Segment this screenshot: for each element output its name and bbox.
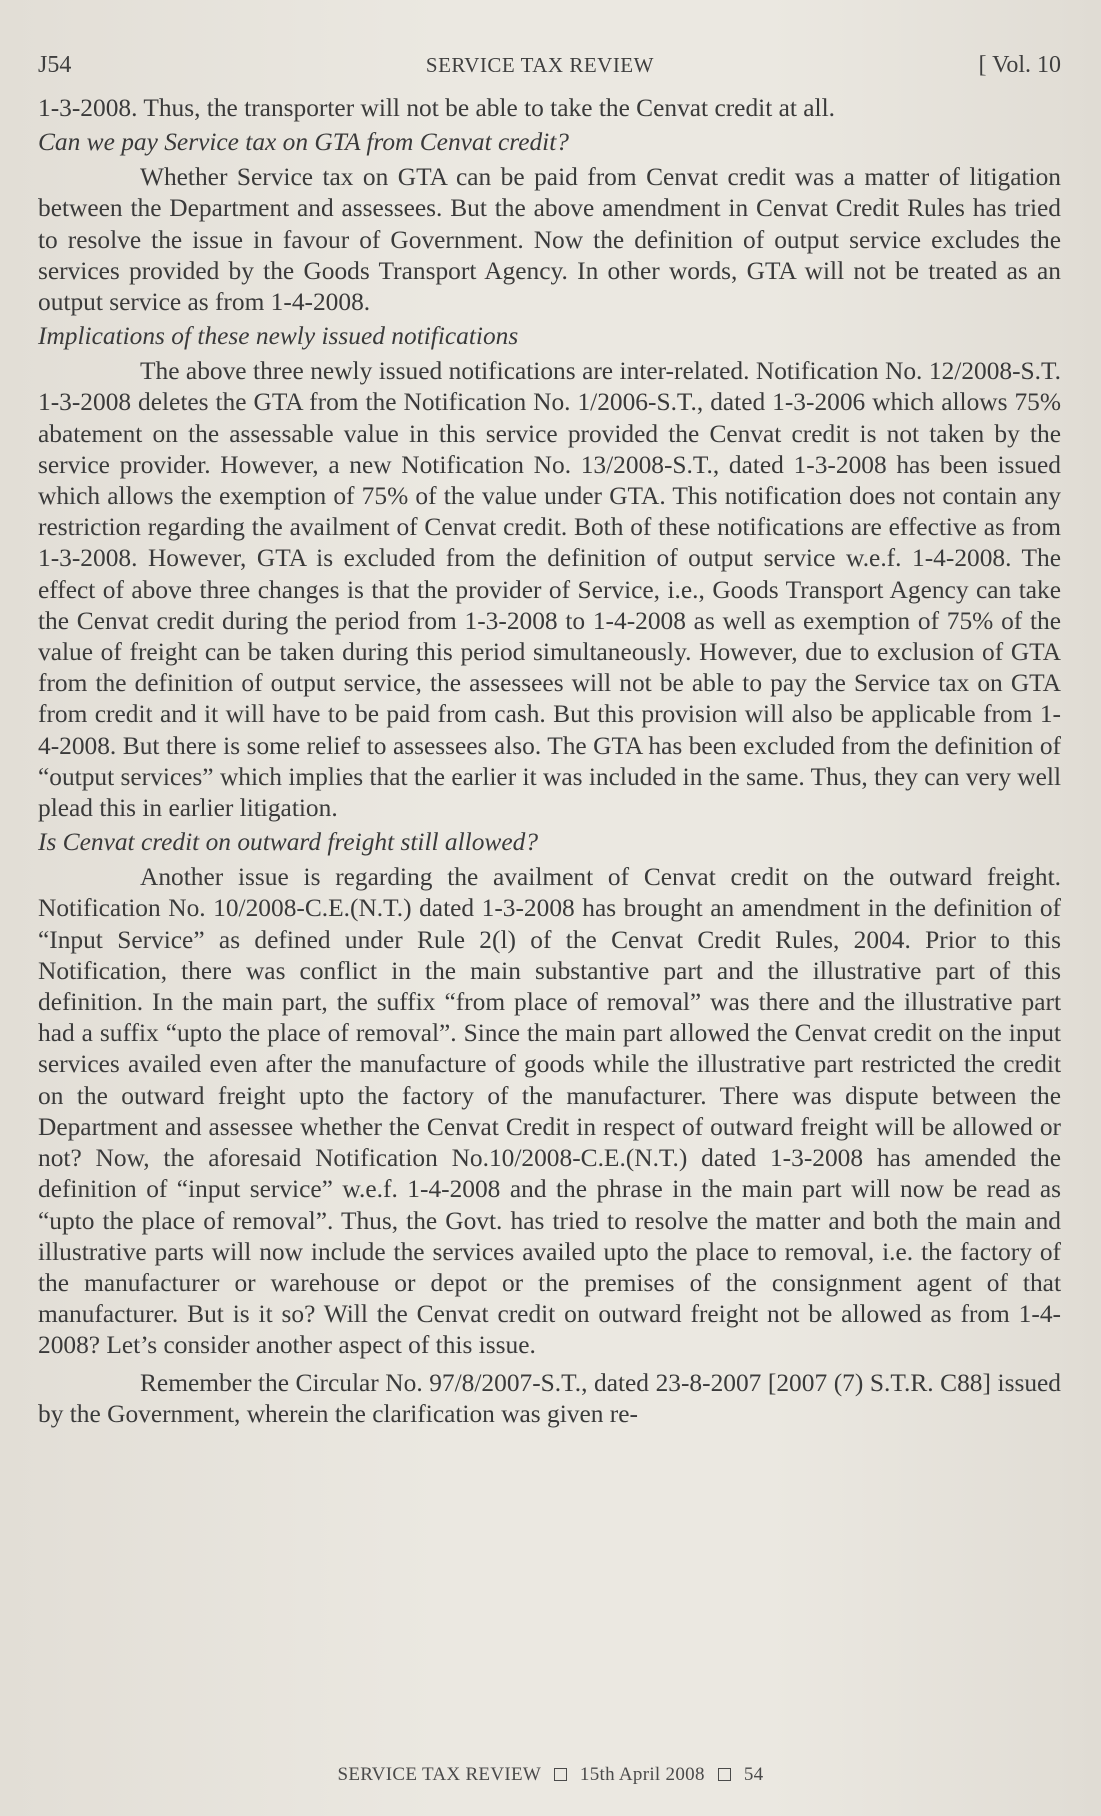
running-header	[38, 52, 1061, 79]
running-footer	[0, 1764, 1101, 1786]
paragraph-intro: 1-3-2008. Thus, the transporter will not be able to take the Cenvat credit at all.	[38, 94, 835, 122]
box-bullet-icon	[718, 1768, 731, 1781]
paragraph-implications: The above three newly issued notifications are inter-related. Notification No. 12/2008-S.T. 1-3-2008 deletes the GTA from the Notification No. 1/2006-S.T., dated 1-3-2006 which allows 75% abatement on the assessable value in this service provided the Cenvat credit is not taken by the service provider. However, a new Notification No. 13/2008-S.T., dated 1-3-2008 has been issued which allows the exemption of 75% of the value under GTA. This notification does not contain any restriction regarding the availment of Cenvat credit. Both of these notifications are effective as from 1-3-2008. However, GTA is excluded from the definition of output service w.e.f. 1-4-2008. The effect of above three changes is that the provider of Service, i.e., Goods Transport Agency can take the Cenvat credit during the period from 1-3-2008 to 1-4-2008 as well as exemption of 75% of the value of freight can be taken during this period simultaneously. However, due to exclusion of GTA from the definition of output service, the assessees will not be able to pay the Service tax on GTA from credit and it will have to be paid from cash. But this provision will also be applicable from 1-4-2008. But there is some relief to assessees also. The GTA has been excluded from the definition of “output services” which implies that the earlier it was included in the same. Thus, they can very well plead this in earlier litigation.	[38, 357, 1061, 823]
journal-title: SERVICE TAX REVIEW	[425, 53, 654, 77]
article-body	[38, 93, 1061, 1430]
section-heading-outward-freight: Is Cenvat credit on outward freight still allowed?	[38, 828, 539, 857]
box-bullet-icon	[554, 1768, 567, 1781]
paragraph-outward-freight: Another issue is regarding the availment of Cenvat credit on the outward freight. Notification No. 10/2008-C.E.(N.T.) dated 1-3-2008 has brought an amendment in the definition of “Input Service” as defined under Rule 2(l) of the Cenvat Credit Rules, 2004. Prior to this Notification, there was conflict in the main substantive part and the illustrative part of this definition. In the main part, the suffix “from place of removal” was there and the illustrative part had a suffix “upto the place of removal”. Since the main part allowed the Cenvat credit on the input services availed even after the manufacture of goods while the illustrative part restricted the credit on the outward freight upto the factory of the manufacturer. There was dispute between the Department and assessee whether the Cenvat Credit in respect of outward freight will be allowed or not? Now, the aforesaid Notification No.10/2008-C.E.(N.T.) dated 1-3-2008 has amended the definition of “input service” w.e.f. 1-4-2008 and the phrase in the main part will now be read as “upto the place of removal”. Thus, the Govt. has tried to resolve the matter and both the main and illustrative parts will now include the services availed upto the place to removal, i.e. the factory of the manufacturer or warehouse or depot or the premises of the consignment agent of that manufacturer. But is it so? Will the Cenvat credit on outward freight not be allowed as from 1-4-2008? Let’s consider another aspect of this issue.	[38, 863, 1061, 1360]
paragraph-circular: Remember the Circular No. 97/8/2007-S.T., dated 23-8-2007 [2007 (7) S.T.R. C88] issued by the Government, wherein the clarification was given re-	[38, 1368, 1061, 1428]
page-reference: J54	[38, 52, 72, 78]
volume-label: [ Vol. 10	[978, 52, 1061, 78]
paragraph-gta-payment: Whether Service tax on GTA can be paid from Cenvat credit was a matter of litigation between the Department and assessees. But the above amendment in Cenvat Credit Rules has tried to resolve the issue in favour of Government. Now the definition of output service excludes the services provided by the Goods Transport Agency. In other words, GTA will not be treated as an output service as from 1-4-2008.	[38, 163, 1061, 317]
footer-page-number: 54	[743, 1764, 764, 1785]
section-heading-implications: Implications of these newly issued notifications	[38, 322, 519, 351]
footer-journal: SERVICE TAX REVIEW	[337, 1764, 541, 1785]
footer-date: 15th April 2008	[579, 1764, 705, 1785]
section-heading-gta-payment: Can we pay Service tax on GTA from Cenvat credit?	[38, 128, 569, 157]
